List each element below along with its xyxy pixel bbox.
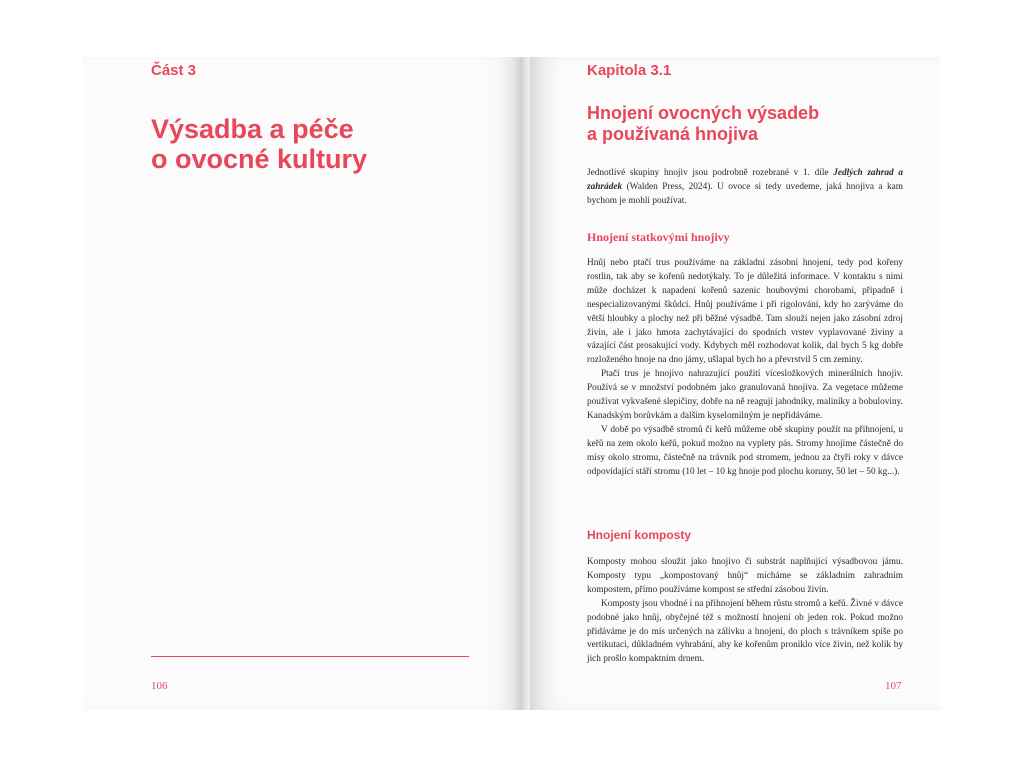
section2-heading: Hnojení komposty <box>587 528 692 542</box>
intro-book-title: Jedlých zahrad a zahrádek <box>587 168 903 192</box>
page-number-left: 106 <box>151 680 168 692</box>
section2-body <box>587 556 903 667</box>
section2-paragraph1: Komposty mohou sloužit jako hnojivo či substrát naplňující výsadbovou jámu. Komposty typu „kompostovaný hnůj“ mícháme se základním zahradním kompostem, přímo používáme kompost se střední zásobou živin. <box>587 557 903 595</box>
chapter-label: Kapitola 3.1 <box>587 62 672 79</box>
page-number-right: 107 <box>885 680 902 692</box>
section1-paragraph2: Ptačí trus je hnojivo nahrazující použití vícesložkových minerálních hnojiv. Používá se v množství podobném jako granulovaná hnojiva. Za vegetace můžeme používat vykvašené slepičiny, dobře na ně reagují jahodníky, maliníky a bobuloviny. Kanadským borůvkám a dalším kyselomilným je nepřidáváme. <box>587 369 903 421</box>
chapter-title-line2: a používaná hnojiva <box>587 124 759 144</box>
part-title-line1: Výsadba a péče <box>151 114 354 144</box>
section1-body <box>587 257 903 480</box>
section1-heading: Hnojení statkovými hnojivy <box>587 230 730 244</box>
part-title <box>151 114 481 174</box>
left-divider <box>151 656 469 657</box>
intro-text-after: (Walden Press, 2024). U ovoce si tedy uvedeme, jaká hnojiva a kam bychom je mohli používat. <box>587 181 903 206</box>
part-title-line2: o ovocné kultury <box>151 144 368 174</box>
section2-paragraph2: Komposty jsou vhodné i na přihnojení během růstu stromů a keřů. Živné v dávce podobné jako hnůj, obyčejné též s možností hnojení ob jeden rok. Pokud možno přidáváme je do mís určených na zálivku a hnojení, do ploch s trávníkem spíše po vertikutaci, důkladném vyhrabání, aby ke kořenům proniklo více živin, než kolik by jich prošlo kompaktním drnem. <box>587 598 903 665</box>
book-gutter <box>514 57 530 710</box>
chapter-title <box>587 103 907 145</box>
part-label: Část 3 <box>151 62 197 79</box>
intro-text-before: Jednotlivé skupiny hnojiv jsou podrobně rozebrané v 1. díle <box>587 168 834 178</box>
intro-paragraph <box>587 167 903 209</box>
chapter-title-line1: Hnojení ovocných výsadeb <box>587 103 820 123</box>
section1-paragraph1: Hnůj nebo ptačí trus používáme na základní zásobní hnojení, tedy pod kořeny rostlin, tak aby se kořenů nedotýkaly. To je důležitá informace. V kontaktu s nimi může docházet k napadení kořenů sazenic houbovými chorobami, případně i nespecializovanými škůdci. Hnůj používáme i při rigolování, kdy ho zarýváme do větší hloubky a plochy než při běžné výsadbě. Tam slouží nejen jako zásobní zdroj živin, ale i jako hmota zachytávající do spodních vrstev vyplavované živiny a vázající část prosakující vody. Kdybych měl rozhodovat kolik, dal bych 5 kg dobře rozloženého hnoje na dno jámy, ušlapal bych ho a převrstvil 5 cm zeminy. <box>587 258 903 366</box>
section1-paragraph3: V době po výsadbě stromů či keřů můžeme obě skupiny použít na přihnojení, u keřů na zem okolo keřů, pokud možno na vyplety pás. Stromy hnojíme částečně do mísy okolo stromu, částečně na trávník pod stromem, jednou za čtyři roky v dávce odpovídající stáří stromu (10 let – 10 kg hnoje pod plochu koruny, 50 let – 50 kg...). <box>587 424 903 477</box>
